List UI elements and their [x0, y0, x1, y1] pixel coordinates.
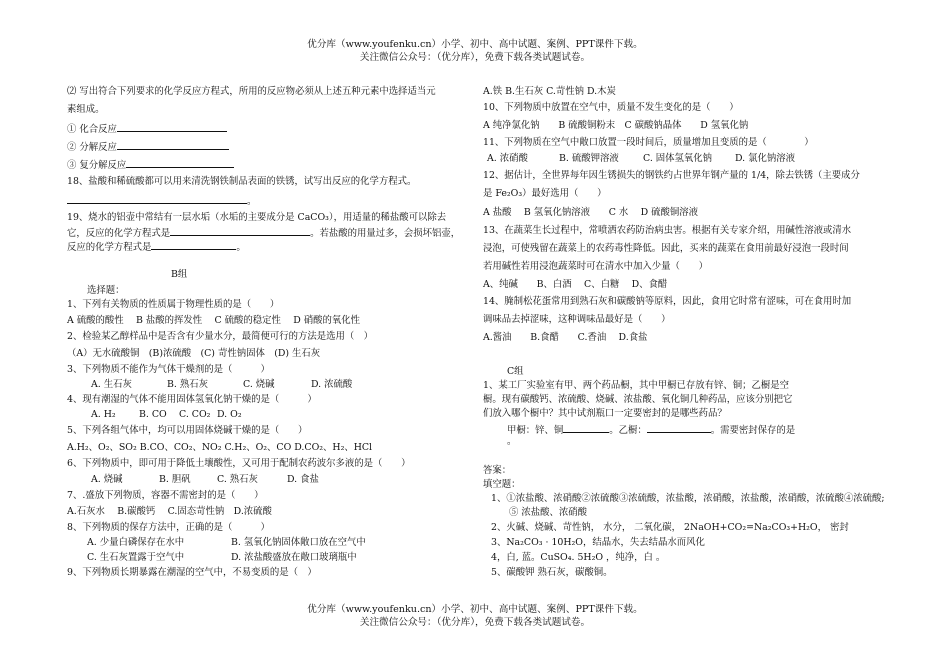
label: 。需要密封保存的是 [710, 425, 796, 436]
question-b9: 9、下列物质长期暴露在潮湿的空气中，不易变质的是（ ） [67, 567, 317, 578]
question-b13-cont-2: 若用碱性若用浸泡蔬菜时可在清水中加入少量（ ） [483, 261, 709, 272]
answer-1: 1、①浓盐酸、浓硝酸②浓硫酸③浓硫酸，浓盐酸，浓硝酸，浓盐酸，浓硝酸，浓硫酸④浓硫酸; [491, 493, 885, 504]
question-b13: 13、在蔬菜生长过程中，常喷洒农药防治病虫害。根据有关专家介绍，用碱性溶液或清水 [483, 225, 852, 236]
question-b7-options: A.石灰水 B.碳酸钙 C.固态苛性钠 D.浓硫酸 [67, 506, 272, 517]
question-b4-option-b: B. CO [139, 409, 167, 420]
question-b11-option-b: B. 硫酸钾溶液 [559, 153, 619, 164]
question-b6-option-c: C. 熟石灰 [217, 474, 258, 485]
question-b9-options: A.铁 B.生石灰 C.苛性钠 D.木炭 [483, 86, 616, 97]
question-b1: 1、下列有关物质的性质属于物理性质的是（ ） [67, 299, 280, 310]
question-2-intro-cont: 素组成。 [67, 104, 105, 115]
answer-2: 2、火碱、烧碱、苛性钠， 水分， 二氧化碳， 2NaOH+CO₂=Na₂CO₃+H₂O， 密封 [491, 522, 849, 533]
question-b8-option-a: A. 少量白磷保存在水中 [87, 537, 185, 548]
question-19-line-2 [67, 226, 460, 240]
group-c-title: C组 [507, 366, 524, 377]
header-line-1: 优分库（www.youfenku.cn）小学、初中、高中试题、案例、PPT课件下载。 [307, 39, 643, 50]
fill-heading: 填空题： [483, 479, 521, 490]
question-b14-cont: 调味品去掉涩味，这种调味品最好是（ ） [483, 314, 671, 325]
question-b14: 14、腌制松花蛋常用到熟石灰和碳酸钠等原料，因此，食用它时常有涩味，可在食用时加 [483, 296, 852, 307]
question-c1-answer-line [507, 423, 795, 437]
question-b11: 11、下列物质在空气中敞口放置一段时间后，质量增加且变质的是（ ） [483, 137, 814, 148]
question-b6-option-d: D. 食盐 [287, 474, 319, 485]
label: ② 分解反应 [67, 142, 117, 153]
answer-4: 4，白, 蓝。CuSO₄. 5H₂O ，纯净，白 。 [491, 552, 666, 563]
header-line-2: 关注微信公众号：（优分库），免费下载各类试题试卷。 [359, 52, 591, 63]
question-b12-options: A 盐酸 B 氢氧化钠溶液 C 水 D 硫酸铜溶液 [483, 207, 698, 218]
group-b-title: B组 [171, 269, 188, 280]
question-b6-option-a: A. 烧碱 [91, 474, 123, 485]
punct: 。 [236, 242, 246, 253]
answer-blank-yi[interactable] [647, 423, 711, 433]
question-b12-cont: 是 Fe₂O₃）最好选用（ ） [483, 188, 607, 199]
answer-blank[interactable] [151, 240, 236, 250]
question-b3-option-a: A. 生石灰 [91, 379, 132, 390]
question-b1-options: A 硫酸的酸性 B 盐酸的挥发性 C 硫酸的稳定性 D 硝酸的氧化性 [67, 315, 360, 326]
choice-heading: 选择题： [87, 285, 125, 296]
label: ① 化合反应 [67, 124, 117, 135]
punct: 。 [247, 196, 257, 207]
label: 。若盐酸的用量过多，会损坏铝壶， [310, 228, 461, 239]
question-b8-option-b: B. 氢氧化钠固体敞口放在空气中 [231, 537, 366, 548]
answer-blank[interactable] [126, 158, 234, 168]
question-c1-end: 。 [507, 436, 517, 447]
question-b4-option-c: C. CO₂ [179, 409, 211, 420]
question-b11-option-d: D. 氯化钠溶液 [735, 153, 796, 164]
question-b5: 5、下列各组气体中，均可以用固体烧碱干燥的是（ ） [67, 425, 308, 436]
question-b13-cont-1: 浸泡，可使残留在蔬菜上的农药毒性降低。因此，买来的蔬菜在食用前最好浸泡一段时间 [483, 243, 849, 254]
question-19: 19、烧水的铝壶中常结有一层水垢（水垢的主要成分是 CaCO₃），用适量的稀盐酸可以除去 [67, 212, 447, 223]
footer-line-1: 优分库（www.youfenku.cn）小学、初中、高中试题、案例、PPT课件下载。 [307, 604, 643, 615]
question-2-part-3 [67, 158, 234, 172]
question-2-part-2 [67, 140, 229, 154]
label: 。乙橱： [609, 425, 647, 436]
question-b4: 4、现有潮湿的气体不能用固体氢氧化钠干燥的是（ ） [67, 394, 317, 405]
question-b6: 6、下列物质中，即可用于降低土壤酸性，又可用于配制农药波尔多液的是（ ） [67, 458, 411, 469]
footer-line-2: 关注微信公众号：（优分库），免费下载各类试题试卷。 [359, 617, 591, 628]
answer-1-cont: ⑤ 浓盐酸、浓硝酸 [509, 507, 587, 518]
question-b14-options: A.酱油 B.食醋 C.香油 D.食盐 [483, 332, 648, 343]
label: 甲橱：锌、铜 [507, 425, 564, 436]
answer-blank[interactable] [117, 122, 227, 132]
label: ③ 复分解反应 [67, 160, 127, 171]
question-b13-options: A、纯碱 B、白酒 C、白糖 D、食醋 [483, 279, 668, 290]
question-b2-options: （A）无水硫酸铜 (B)浓硫酸 (C) 苛性钠固体 (D) 生石灰 [67, 348, 321, 359]
question-2-part-1 [67, 122, 227, 136]
answer-blank[interactable] [170, 226, 310, 236]
question-b8-option-c: C. 生石灰置露于空气中 [87, 552, 185, 563]
question-c1: 1、某工厂实验室有甲、两个药品橱，其中甲橱已存放有锌、铜；乙橱是空 [483, 380, 789, 391]
question-18: 18、盐酸和稀硫酸都可以用来清洗钢铁制品表面的铁锈，试写出反应的化学方程式。 [67, 176, 417, 187]
question-b10-options: A 纯净氯化钠 B 硫酸铜粉末 C 碳酸钠晶体 D 氢氧化钠 [483, 120, 749, 131]
question-19-line-3 [67, 240, 246, 254]
question-b3-option-c: C. 烧碱 [243, 379, 275, 390]
answer-blank-jia[interactable] [563, 423, 609, 433]
answer-blank[interactable] [117, 140, 229, 150]
question-b3-option-d: D. 浓硫酸 [311, 379, 353, 390]
question-b8-option-d: D. 浓盐酸盛放在敞口玻璃瓶中 [231, 552, 357, 563]
question-18-blank [67, 194, 256, 208]
question-b11-option-c: C. 固体氢氧化钠 [643, 153, 713, 164]
question-c1-cont-1: 橱。现有碳酸钙、浓硫酸、烧碱、浓盐酸、氧化铜几种药品，应该分别把它 [483, 394, 793, 405]
question-b8: 8、下列物质的保存方法中，正确的是（ ） [67, 522, 270, 533]
question-b3: 3、下列物质不能作为气体干燥剂的是（ ） [67, 364, 270, 375]
question-b2: 2、检验某乙醇样品中是否含有少量水分，最简便可行的方法是选用（ ） [67, 331, 373, 342]
question-b12: 12、据估计，全世界每年因生锈损失的钢铁约占世界年钢产量的 1/4，除去铁锈（主要成分 [483, 170, 860, 181]
answer-5: 5、碳酸钾 熟石灰，碳酸铜。 [491, 567, 613, 578]
label: 它，反应的化学方程式是 [67, 228, 171, 239]
answer-blank[interactable] [67, 194, 247, 204]
question-b7: 7、.盛放下列物质，容器不需密封的是（ ） [67, 490, 264, 501]
label: 反应的化学方程式是 [67, 242, 152, 253]
question-b4-option-d: D. O₂ [217, 409, 242, 420]
question-b3-option-b: B. 熟石灰 [167, 379, 208, 390]
question-b5-options: A.H₂、O₂、SO₂ B.CO、CO₂、NO₂ C.H₂、O₂、CO D.CO₂、H₂、HCl [67, 442, 373, 453]
question-2-intro: ⑵ 写出符合下列要求的化学反应方程式，所用的反应物必须从上述五种元素中选择适当元 [67, 86, 436, 97]
answer-3: 3、Na₂CO₃ · 10H₂O，结晶水，失去结晶水而风化 [491, 537, 705, 548]
question-b6-option-b: B. 胆矾 [159, 474, 191, 485]
question-c1-cont-2: 们放入哪个橱中？其中试剂瓶口一定要密封的是哪些药品？ [483, 408, 727, 419]
answers-heading: 答案： [483, 465, 512, 476]
question-b11-option-a: A. 浓硝酸 [487, 153, 528, 164]
question-b10: 10、下列物质中放置在空气中，质量不发生变化的是（ ） [483, 102, 739, 113]
question-b4-option-a: A. H₂ [91, 409, 116, 420]
